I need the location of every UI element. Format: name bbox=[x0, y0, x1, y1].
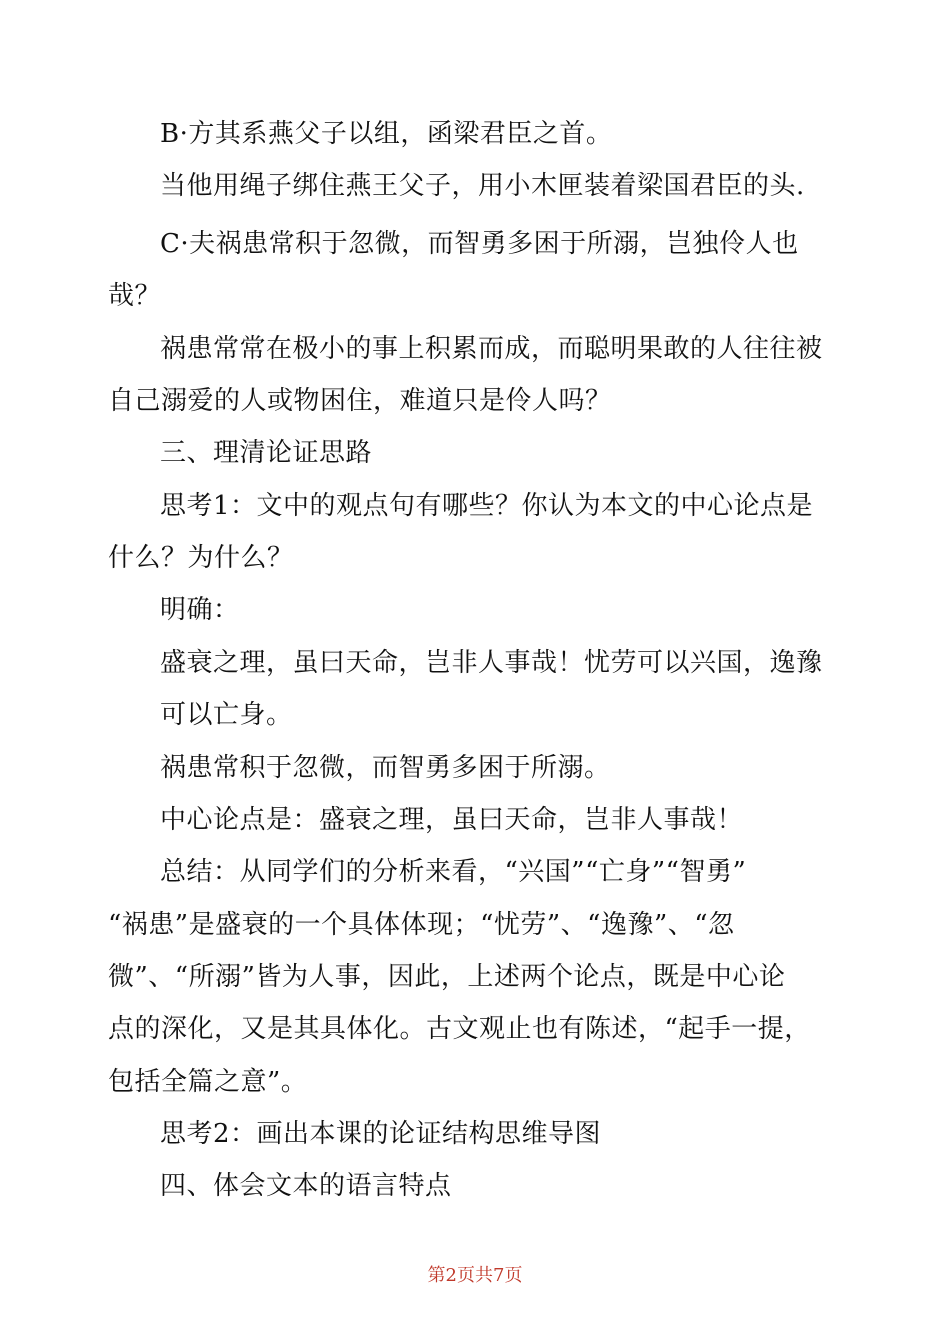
text-line: 可以亡身。 bbox=[160, 700, 293, 730]
text-line: B·方其系燕父子以组，函梁君臣之首。 bbox=[160, 119, 613, 149]
text-line: 中心论点是：盛衰之理，虽曰天命，岂非人事哉！ bbox=[160, 805, 744, 835]
page-number: 第2页共7页 bbox=[427, 1265, 523, 1286]
text-line: 什么？为什么？ bbox=[108, 543, 294, 573]
text-line: “祸患”是盛衰的一个具体体现；“忧劳”、“逸豫”、“忽 bbox=[108, 910, 735, 940]
text-line: 微”、“所溺”皆为人事，因此，上述两个论点，既是中心论 bbox=[108, 962, 786, 992]
text-line: 祸患常积于忽微，而智勇多困于所溺。 bbox=[160, 753, 611, 783]
text-line: 盛衰之理，虽曰天命，岂非人事哉！忧劳可以兴国，逸豫 bbox=[160, 648, 823, 678]
text-line: 思考2：画出本课的论证结构思维导图 bbox=[160, 1119, 602, 1149]
text-line: 总结：从同学们的分析来看，“兴国”“亡身”“智勇” bbox=[160, 857, 747, 887]
text-line: 哉？ bbox=[108, 281, 162, 311]
text-line: 思考1：文中的观点句有哪些？你认为本文的中心论点是 bbox=[160, 491, 814, 521]
section-heading: 四、体会文本的语言特点 bbox=[160, 1171, 452, 1201]
text-line: 明确： bbox=[160, 595, 240, 625]
text-line: 祸患常常在极小的事上积累而成，而聪明果敢的人往往被 bbox=[160, 334, 823, 364]
text-line: 当他用绳子绑住燕王父子，用小木匣装着梁国君臣的头. bbox=[160, 171, 805, 201]
text-line: 点的深化，又是其具体化。古文观止也有陈述，“起手一提， bbox=[108, 1014, 811, 1044]
section-heading: 三、理清论证思路 bbox=[160, 438, 373, 468]
text-line: 自己溺爱的人或物困住，难道只是伶人吗？ bbox=[108, 386, 612, 416]
text-line: 包括全篇之意”。 bbox=[108, 1067, 308, 1097]
text-line: C·夫祸患常积于忽微，而智勇多困于所溺，岂独伶人也 bbox=[160, 229, 799, 259]
